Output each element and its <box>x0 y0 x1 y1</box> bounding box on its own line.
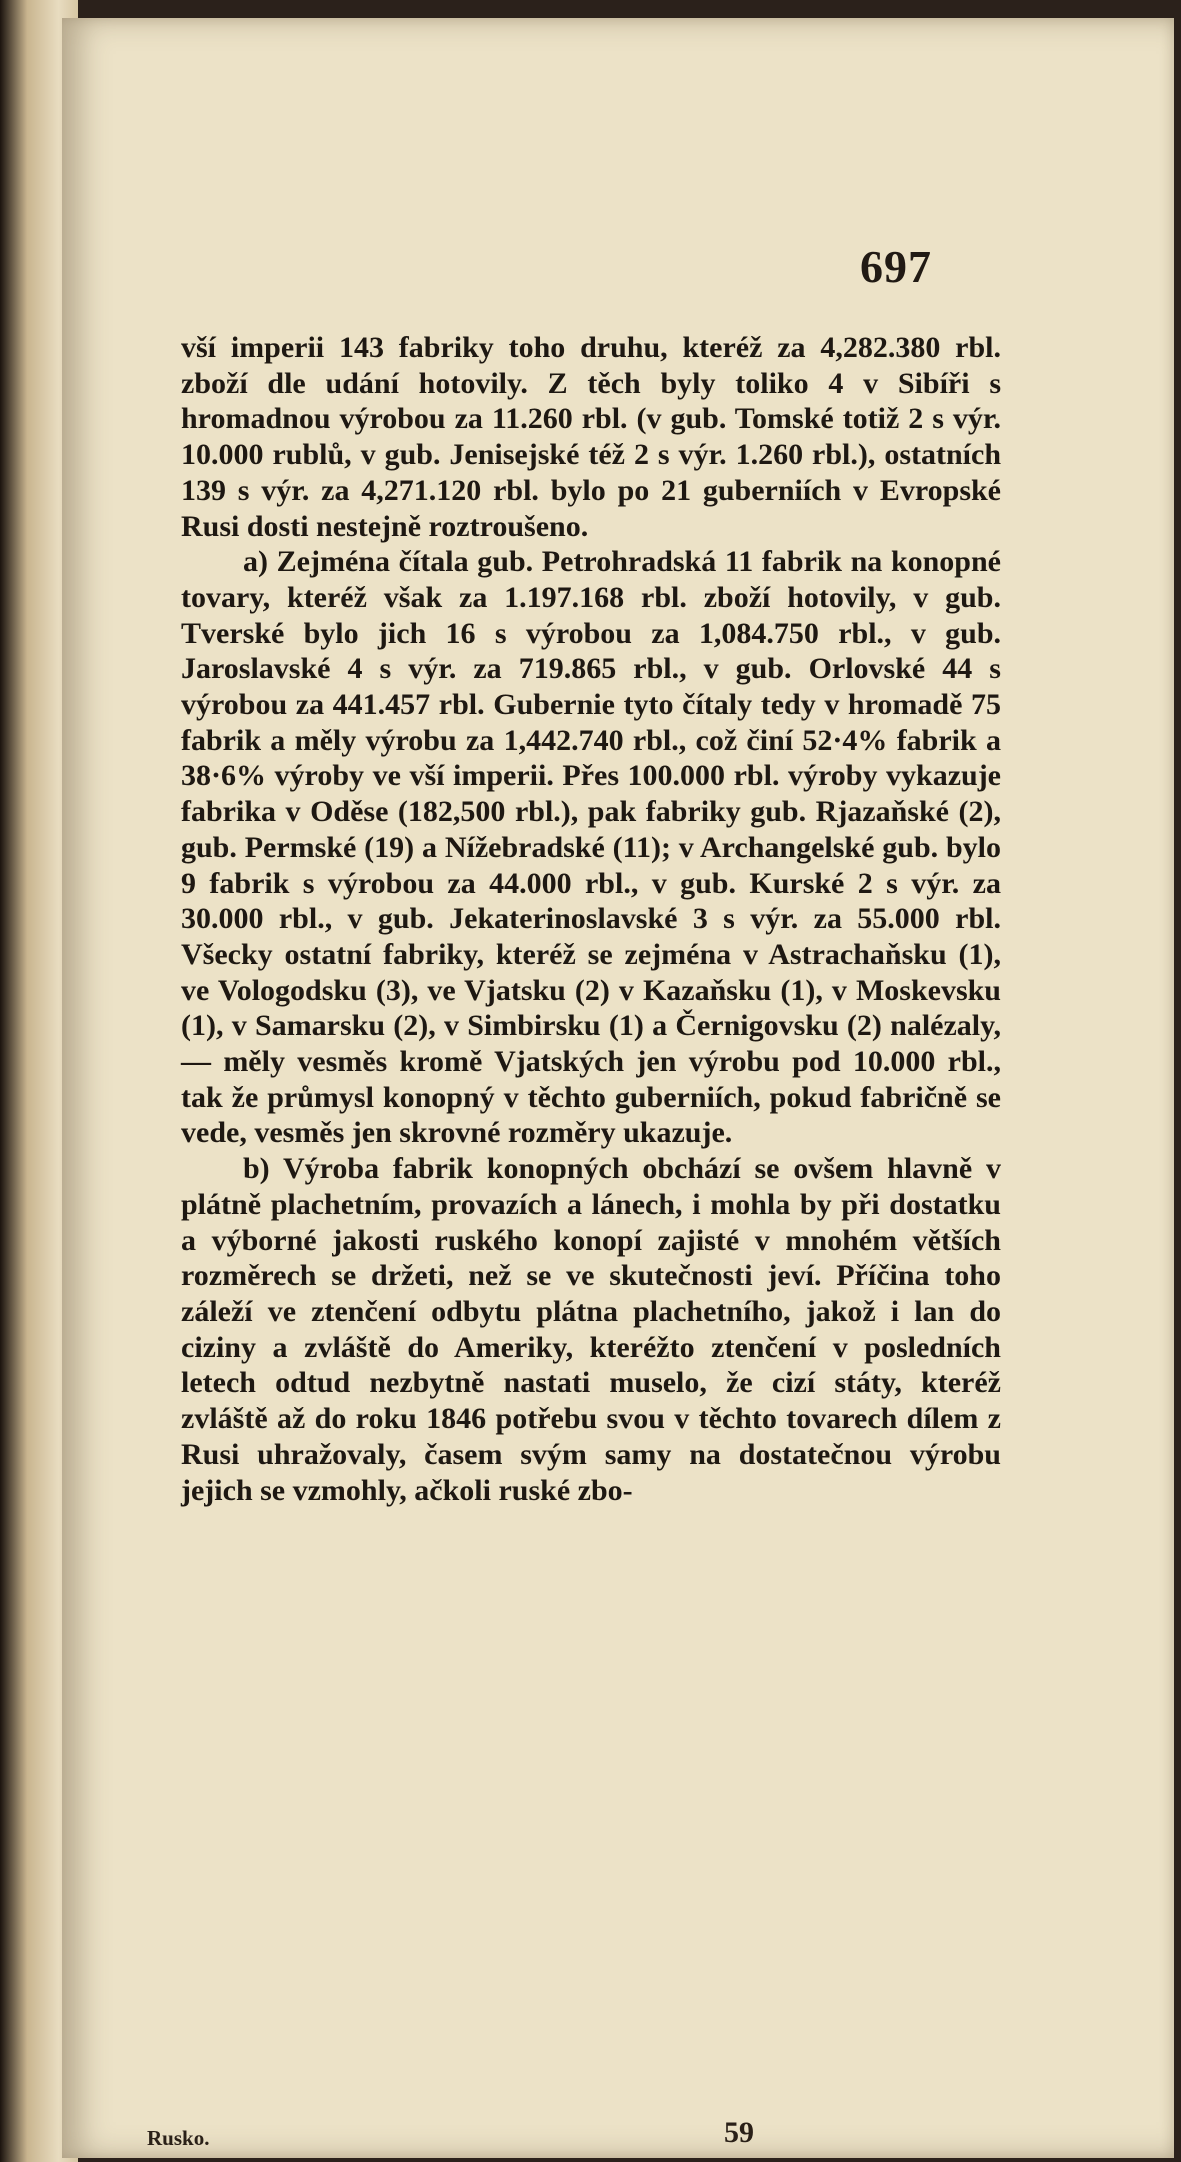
footer-signature: Rusko. <box>147 2126 210 2150</box>
page-number: 697 <box>860 241 932 292</box>
paragraph-1: vší imperii 143 fabriky toho druhu, kteréž za 4,282.380 rbl. zboží dle udání hotovily. Z těch byly toliko 4 v Sibíři s hromadnou výrobou za 11.260 rbl. (v gub. Tomské totiž 2 s výr. 10.000 rublů, v gub. Jenisejské též 2 s výr. 1.260 rbl.), ostatních 139 s výr. za 4,271.120 rbl. bylo po 21 guberniích v Evropské Rusi dosti nestejně roztroušeno. <box>181 331 1001 543</box>
footer-sheet-number: 59 <box>724 2116 754 2149</box>
book-page <box>62 18 1174 2158</box>
paragraph-2: a) Zejména čítala gub. Petrohradská 11 fabrik na konopné tovary, kteréž však za 1.197.168 rbl. zboží hotovily, v gub. Tverské bylo jich 16 s výrobou za 1,084.750 rbl., v gub. Jaroslavské 4 s výr. za 719.865 rbl., v gub. Orlovské 44 s výrobou za 441.457 rbl. Gubernie tyto čítaly tedy v hromadě 75 fabrik a měly výrobu za 1,442.740 rbl., což činí 52·4% fabrik a 38·6% výroby ve vší imperii. Přes 100.000 rbl. výroby vykazuje fabrika v Oděse (182,500 rbl.), pak fabriky gub. Rjazaňské (2), gub. Permské (19) a Nížebradské (11); v Archangelské gub. bylo 9 fabrik s výrobou za 44.000 rbl., v gub. Kurské 2 s výr. za 30.000 rbl., v gub. Jekaterinoslavské 3 s výr. za 55.000 rbl. Všecky ostatní fabriky, kteréž se zejména v Astrachaňsku (1), ve Vologodsku (3), ve Vjatsku (2) v Kazaňsku (1), v Moskevsku (1), v Samarsku (2), v Simbirsku (1) a Černigovsku (2) nalézaly, — měly vesměs kromě Vjatských jen výrobu pod 10.000 rbl., tak že průmysl konopný v těchto guberniích, pokud fabričně se vede, vesměs jen skrovné rozměry ukazuje. <box>181 545 1001 1150</box>
paragraph-3: b) Výroba fabrik konopných obchází se ovšem hlavně v plátně plachetním, provazích a lánech, i mohla by při dostatku a výborné jakosti ruského konopí zajisté v mnohém větších rozměrech se držeti, než se ve skutečnosti jeví. Příčina toho záleží ve ztenčení odbytu plátna plachetního, jakož i lan do ciziny a zvláště do Ameriky, kteréžto ztenčení v posledních letech odtud nezbytně nastati muselo, že cizí státy, kteréž zvláště až do roku 1846 potřebu svou v těchto tovarech dílem z Rusi uhražovaly, časem svým samy na dostatečnou výrobu jejich se vzmohly, ačkoli ruské zbo- <box>181 1152 1001 1507</box>
body-text <box>181 330 1001 1508</box>
